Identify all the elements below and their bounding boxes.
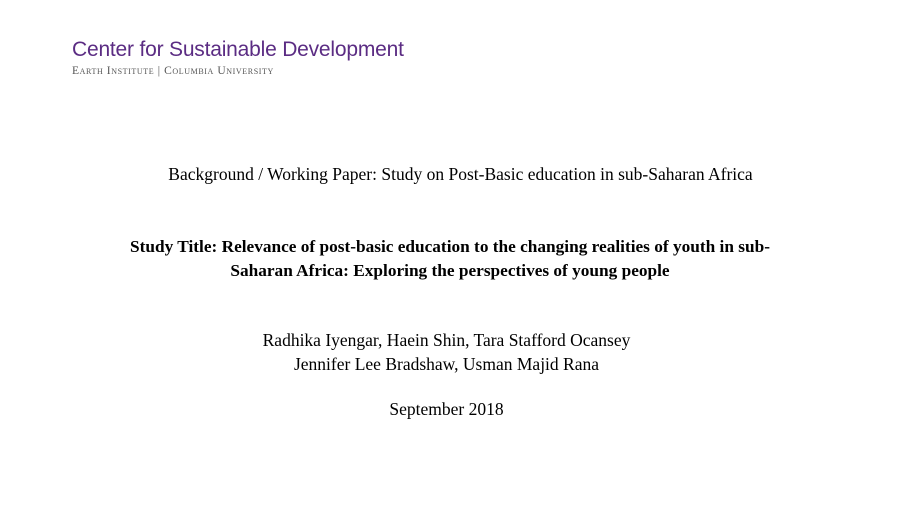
author-line: Radhika Iyengar, Haein Shin, Tara Stafford Ocansey — [262, 330, 631, 350]
paper-type-line: Background / Working Paper: Study on Post-Basic education in sub-Saharan Africa — [168, 164, 753, 184]
publication-date: September 2018 — [389, 399, 504, 419]
author-line: Jennifer Lee Bradshaw, Usman Majid Rana — [293, 354, 600, 374]
author-list — [0, 328, 893, 376]
study-title-line: Study Title: Relevance of post-basic education to the changing realities of youth in sub- — [130, 237, 770, 256]
logo-subtitle: Earth Institute | Columbia University — [72, 65, 274, 77]
study-title-line: Saharan Africa: Exploring the perspectives of young people — [230, 261, 670, 280]
study-title — [60, 235, 840, 283]
institution-logo — [72, 38, 404, 78]
logo-name: Center for Sustainable Development — [72, 38, 404, 61]
